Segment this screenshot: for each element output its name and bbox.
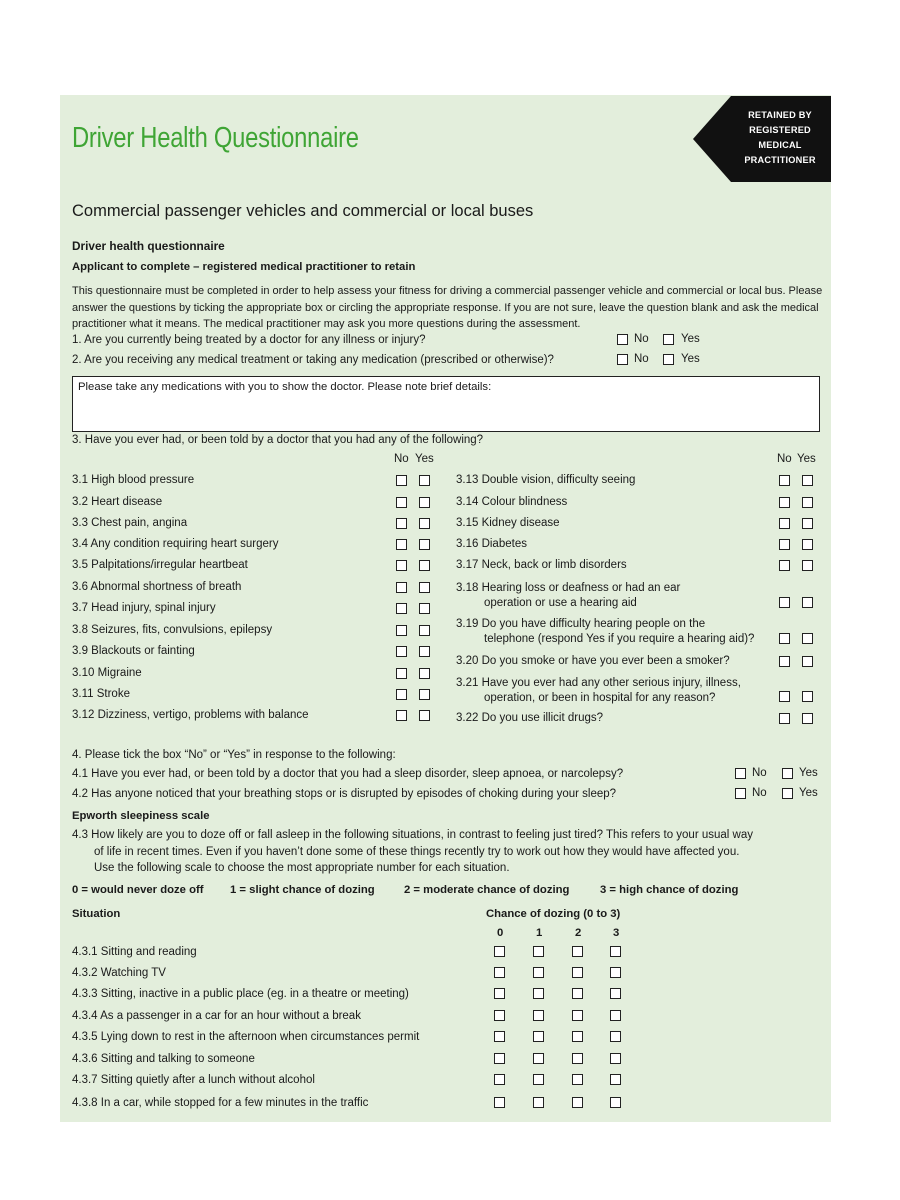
question-1: 1. Are you currently being treated by a doctor for any illness or injury? [72, 334, 426, 346]
condition-no-checkbox[interactable] [396, 475, 407, 486]
chance-0-checkbox[interactable] [494, 1097, 505, 1108]
chance-2-checkbox[interactable] [572, 988, 583, 999]
chance-3-checkbox[interactable] [610, 1097, 621, 1108]
condition-no-checkbox[interactable] [396, 689, 407, 700]
q2-no-checkbox[interactable] [617, 354, 628, 365]
chance-0-checkbox[interactable] [494, 1053, 505, 1064]
condition-no-checkbox[interactable] [779, 597, 790, 608]
q4-2-yes-checkbox[interactable] [782, 788, 793, 799]
chance-3-checkbox[interactable] [610, 988, 621, 999]
condition-item: 3.15 Kidney disease [456, 517, 560, 529]
situation-item: 4.3.4 As a passenger in a car for an hour without a break [72, 1010, 361, 1022]
chance-column-header: 3 [613, 927, 620, 939]
chance-0-checkbox[interactable] [494, 1031, 505, 1042]
condition-item: 3.8 Seizures, fits, convulsions, epilepsy [72, 624, 273, 636]
subtitle: Commercial passenger vehicles and commercial or local buses [72, 202, 534, 220]
chance-0-checkbox[interactable] [494, 1010, 505, 1021]
question-2: 2. Are you receiving any medical treatment or taking any medication (prescribed or otherwise)? [72, 354, 554, 366]
chance-3-checkbox[interactable] [610, 1053, 621, 1064]
question-4-3-line2: of life in recent times. Even if you haven’t done some of these things recently try to work out how they would have affected you. [94, 846, 740, 858]
chance-1-checkbox[interactable] [533, 1010, 544, 1021]
q4-2-no-checkbox[interactable] [735, 788, 746, 799]
chance-2-checkbox[interactable] [572, 967, 583, 978]
situation-item: 4.3.1 Sitting and reading [72, 946, 197, 958]
condition-no-checkbox[interactable] [779, 475, 790, 486]
scale-2: 2 = moderate chance of dozing [404, 884, 570, 896]
question-4-1: 4.1 Have you ever had, or been told by a doctor that you had a sleep disorder, sleep apnoea, or narcolepsy? [72, 768, 624, 780]
situation-item: 4.3.7 Sitting quietly after a lunch without alcohol [72, 1074, 315, 1086]
condition-yes-checkbox[interactable] [802, 713, 813, 724]
chance-header: Chance of dozing (0 to 3) [486, 908, 621, 920]
condition-no-checkbox[interactable] [396, 539, 407, 550]
condition-no-checkbox[interactable] [396, 668, 407, 679]
question-3: 3. Have you ever had, or been told by a doctor that you had any of the following? [72, 434, 484, 446]
chance-2-checkbox[interactable] [572, 1074, 583, 1085]
condition-item: 3.17 Neck, back or limb disorders [456, 559, 627, 571]
chance-3-checkbox[interactable] [610, 946, 621, 957]
condition-no-checkbox[interactable] [396, 625, 407, 636]
chance-1-checkbox[interactable] [533, 1053, 544, 1064]
epworth-heading: Epworth sleepiness scale [72, 810, 210, 822]
chance-2-checkbox[interactable] [572, 1097, 583, 1108]
situation-item: 4.3.5 Lying down to rest in the afternoon when circumstances permit [72, 1031, 420, 1043]
chance-0-checkbox[interactable] [494, 946, 505, 957]
q2-yes-checkbox[interactable] [663, 354, 674, 365]
chance-0-checkbox[interactable] [494, 1074, 505, 1085]
chance-3-checkbox[interactable] [610, 1074, 621, 1085]
page-title: Driver Health Questionnaire [72, 122, 359, 154]
question-4-3-line1: 4.3 How likely are you to doze off or fall asleep in the following situations, in contrast to feeling just tired? This refers to your usual way [72, 829, 753, 841]
chance-2-checkbox[interactable] [572, 1053, 583, 1064]
medications-box-label: Please take any medications with you to show the doctor. Please note brief details: [78, 381, 492, 393]
condition-item: 3.11 Stroke [72, 688, 130, 700]
chance-3-checkbox[interactable] [610, 1031, 621, 1042]
condition-no-checkbox[interactable] [779, 713, 790, 724]
condition-no-checkbox[interactable] [779, 633, 790, 644]
no-label: No [752, 787, 767, 799]
scale-0: 0 = would never doze off [72, 884, 204, 896]
condition-yes-checkbox[interactable] [802, 539, 813, 550]
chance-2-checkbox[interactable] [572, 1031, 583, 1042]
condition-item: 3.6 Abnormal shortness of breath [72, 581, 242, 593]
condition-yes-checkbox[interactable] [419, 625, 430, 636]
q4-1-yes-checkbox[interactable] [782, 768, 793, 779]
condition-no-checkbox[interactable] [779, 539, 790, 550]
condition-item: 3.2 Heart disease [72, 496, 163, 508]
yes-label: Yes [799, 767, 818, 779]
no-label: No [634, 333, 649, 345]
intro-heading: Driver health questionnaire [72, 239, 225, 253]
condition-yes-checkbox[interactable] [419, 582, 430, 593]
scale-3: 3 = high chance of dozing [600, 884, 739, 896]
condition-no-checkbox[interactable] [396, 497, 407, 508]
situation-header: Situation [72, 908, 121, 920]
condition-no-checkbox[interactable] [779, 497, 790, 508]
condition-no-checkbox[interactable] [396, 582, 407, 593]
question-4-3-line3: Use the following scale to choose the most appropriate number for each situation. [94, 862, 510, 874]
condition-yes-checkbox[interactable] [802, 597, 813, 608]
situation-item: 4.3.2 Watching TV [72, 967, 166, 979]
condition-item: 3.3 Chest pain, angina [72, 517, 188, 529]
yes-col-header: Yes [797, 453, 816, 465]
condition-item: 3.1 High blood pressure [72, 474, 195, 486]
intro-paragraph: This questionnaire must be completed in order to help assess your fitness for driving a commercial passenger vehicle and commercial or local bus. Please answer the questions by ticking the appropriate box or circling the appropriate response. If you are not sure, leave the question blank and ask the medical practitioner what it means. The medical practitioner may ask you more questions during the assessment. [72, 285, 823, 330]
chance-0-checkbox[interactable] [494, 967, 505, 978]
q4-1-no-checkbox[interactable] [735, 768, 746, 779]
no-col-header: No [777, 453, 792, 465]
condition-no-checkbox[interactable] [396, 518, 407, 529]
condition-yes-checkbox[interactable] [419, 689, 430, 700]
chance-1-checkbox[interactable] [533, 1097, 544, 1108]
condition-no-checkbox[interactable] [396, 603, 407, 614]
condition-no-checkbox[interactable] [779, 560, 790, 571]
condition-yes-checkbox[interactable] [802, 656, 813, 667]
chance-1-checkbox[interactable] [533, 1031, 544, 1042]
situation-item: 4.3.8 In a car, while stopped for a few minutes in the traffic [72, 1097, 369, 1109]
no-label: No [634, 353, 649, 365]
condition-item-cont: operation, or been in hospital for any reason? [484, 692, 716, 704]
condition-item: 3.18 Hearing loss or deafness or had an ear [456, 582, 681, 594]
condition-yes-checkbox[interactable] [419, 646, 430, 657]
condition-yes-checkbox[interactable] [802, 691, 813, 702]
condition-yes-checkbox[interactable] [419, 710, 430, 721]
retained-tag-text: RETAINED BY REGISTERED MEDICAL PRACTITIONER [744, 110, 816, 165]
scale-1: 1 = slight chance of dozing [230, 884, 375, 896]
situation-item: 4.3.6 Sitting and talking to someone [72, 1053, 255, 1065]
condition-item: 3.9 Blackouts or fainting [72, 645, 195, 657]
situation-item: 4.3.3 Sitting, inactive in a public place (eg. in a theatre or meeting) [72, 988, 409, 1000]
condition-yes-checkbox[interactable] [802, 475, 813, 486]
no-col-header: No [394, 453, 409, 465]
condition-yes-checkbox[interactable] [419, 475, 430, 486]
chance-column-header: 1 [536, 927, 543, 939]
condition-item: 3.22 Do you use illicit drugs? [456, 712, 604, 724]
question-4-2: 4.2 Has anyone noticed that your breathing stops or is disrupted by episodes of choking during your sleep? [72, 788, 617, 800]
condition-item-cont: operation or use a hearing aid [484, 597, 637, 609]
condition-item: 3.14 Colour blindness [456, 496, 568, 508]
condition-yes-checkbox[interactable] [802, 560, 813, 571]
condition-item: 3.16 Diabetes [456, 538, 527, 550]
condition-yes-checkbox[interactable] [802, 497, 813, 508]
condition-yes-checkbox[interactable] [419, 518, 430, 529]
condition-item-cont: telephone (respond Yes if you require a hearing aid)? [484, 633, 755, 645]
no-label: No [752, 767, 767, 779]
condition-item: 3.5 Palpitations/irregular heartbeat [72, 559, 248, 571]
condition-item: 3.12 Dizziness, vertigo, problems with balance [72, 709, 309, 721]
chance-column-header: 2 [575, 927, 582, 939]
yes-col-header: Yes [415, 453, 434, 465]
condition-item: 3.19 Do you have difficulty hearing people on the [456, 618, 706, 630]
condition-no-checkbox[interactable] [779, 691, 790, 702]
condition-item: 3.13 Double vision, difficulty seeing [456, 474, 636, 486]
condition-yes-checkbox[interactable] [802, 518, 813, 529]
condition-yes-checkbox[interactable] [419, 497, 430, 508]
condition-yes-checkbox[interactable] [419, 560, 430, 571]
q1-yes-checkbox[interactable] [663, 334, 674, 345]
chance-1-checkbox[interactable] [533, 946, 544, 957]
medications-details-box[interactable] [72, 376, 820, 432]
yes-label: Yes [799, 787, 818, 799]
q1-no-checkbox[interactable] [617, 334, 628, 345]
condition-no-checkbox[interactable] [779, 656, 790, 667]
condition-item: 3.21 Have you ever had any other serious injury, illness, [456, 677, 741, 689]
chance-1-checkbox[interactable] [533, 1074, 544, 1085]
condition-no-checkbox[interactable] [396, 560, 407, 571]
condition-no-checkbox[interactable] [396, 646, 407, 657]
yes-label: Yes [681, 333, 700, 345]
chance-1-checkbox[interactable] [533, 988, 544, 999]
chance-2-checkbox[interactable] [572, 1010, 583, 1021]
condition-item: 3.10 Migraine [72, 667, 142, 679]
condition-no-checkbox[interactable] [396, 710, 407, 721]
chance-2-checkbox[interactable] [572, 946, 583, 957]
intro-subheading: Applicant to complete – registered medical practitioner to retain [72, 261, 416, 273]
chance-0-checkbox[interactable] [494, 988, 505, 999]
condition-yes-checkbox[interactable] [419, 539, 430, 550]
condition-item: 3.7 Head injury, spinal injury [72, 602, 216, 614]
chance-1-checkbox[interactable] [533, 967, 544, 978]
condition-yes-checkbox[interactable] [419, 603, 430, 614]
condition-item: 3.20 Do you smoke or have you ever been a smoker? [456, 655, 730, 667]
condition-yes-checkbox[interactable] [419, 668, 430, 679]
condition-yes-checkbox[interactable] [802, 633, 813, 644]
condition-item: 3.4 Any condition requiring heart surgery [72, 538, 279, 550]
yes-label: Yes [681, 353, 700, 365]
question-4-intro: 4. Please tick the box “No” or “Yes” in response to the following: [72, 749, 396, 761]
chance-3-checkbox[interactable] [610, 967, 621, 978]
condition-no-checkbox[interactable] [779, 518, 790, 529]
chance-column-header: 0 [497, 927, 504, 939]
chance-3-checkbox[interactable] [610, 1010, 621, 1021]
